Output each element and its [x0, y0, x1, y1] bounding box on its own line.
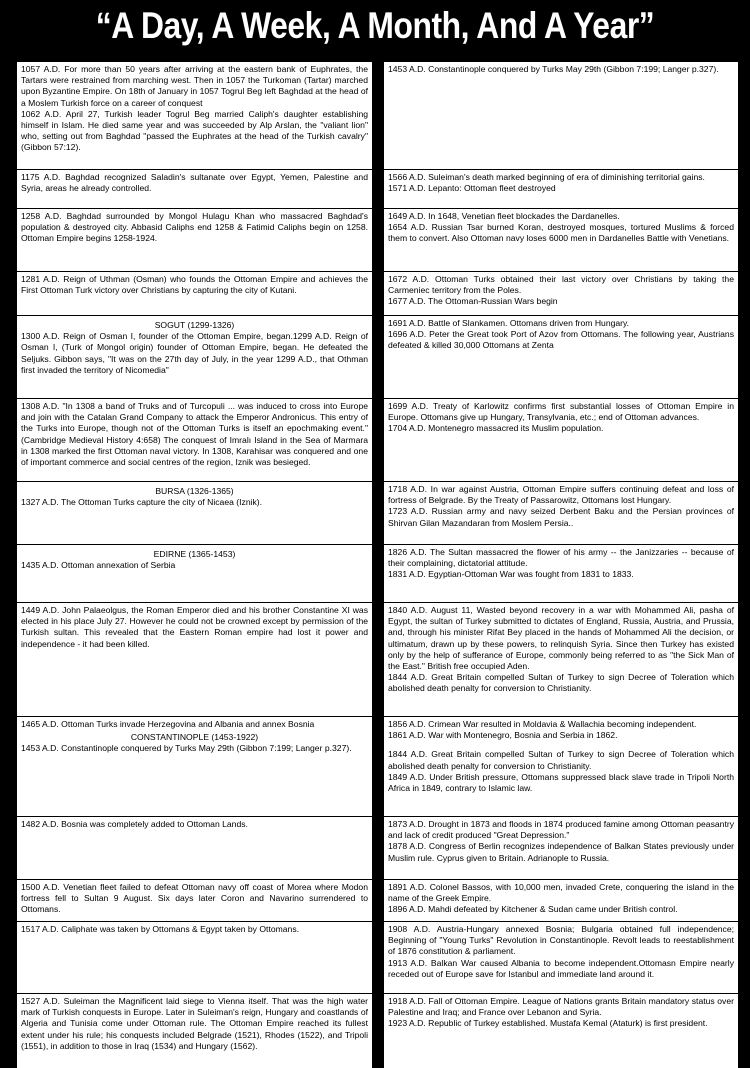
timeline-entry: 1849 A.D. Under British pressure, Ottomans suppressed black slave trade in Tripoli North Africa in 1849, contrary to Islamic law. [388, 771, 734, 794]
timeline-entry: 1923 A.D. Republic of Turkey established. Mustafa Kemal (Ataturk) is first president. [388, 1018, 708, 1029]
page-title: “A Day, A Week, A Month, And A Year” [95, 5, 655, 46]
timeline-cell-right [384, 209, 738, 271]
timeline-cell-right [384, 922, 738, 993]
timeline-cell-left [17, 603, 372, 716]
timeline-entry: 1704 A.D. Montenegro massacred its Muslim population. [388, 423, 604, 434]
timeline-cell-right [384, 272, 738, 315]
timeline-cell-left [17, 717, 372, 816]
timeline-cell-right [384, 994, 738, 1068]
timeline-entry: 1723 A.D. Russian army and navy seized Derbent Baku and the Persian provinces of Shirvan Gilan Mazandaran from Moslem Persia.. [388, 506, 734, 528]
timeline-entry: 1654 A.D. Russian Tsar burned Koran, destroyed mosques, tortured Muslims & forced them to convert. Also Ottoman navy loses 6000 men in Dardanelles Battle with Venetians. [388, 222, 734, 244]
timeline-entry: 1500 A.D. Venetian fleet failed to defeat Ottoman navy off coast of Morea where Modon fortress fell to Sultan 9 August. Six days later Coron and Navarino surrendered to Ottomans. [21, 882, 368, 915]
timeline-cell-right [384, 399, 738, 481]
timeline-cell-left [17, 817, 372, 879]
timeline-entry: 1057 A.D. For more than 50 years after arriving at the eastern bank of Euphrates, the Tartars were restrained from marching west. Then in 1057 the Turkoman (Tartar) marched upon Byzantine Empire. On 18th of January in 1057 Togrul Beg left Baghdad at the head of a Moslem Turkish force on a career of conquest [21, 64, 368, 108]
timeline-entry: 1566 A.D. Suleiman's death marked beginning of era of diminishing territorial gains. [388, 172, 705, 182]
timeline-entry: 1891 A.D. Colonel Bassos, with 10,000 men, invaded Crete, conquering the island in the name of the Greek Empire. [388, 882, 734, 904]
timeline-cell-left [17, 994, 372, 1068]
timeline-cell-right [384, 603, 738, 716]
timeline-entry: 1913 A.D. Balkan War caused Albania to become independent.Ottomasn Empire nearly receded out of Europe save for Istanbul and immediate land around it. [388, 957, 734, 979]
timeline-entry: 1465 A.D. Ottoman Turks invade Herzegovina and Albania and annex Bosnia [21, 719, 315, 729]
timeline-entry: 1918 A.D. Fall of Ottoman Empire. League of Nations grants Britain mandatory status over Palestine and Iraq; and France over Lebanon and Syria. [388, 996, 734, 1018]
timeline-entry: 1175 A.D. Baghdad recognized Saladin's sultanate over Egypt, Yemen, Palestine and Syria, areas he already controlled. [21, 172, 368, 194]
timeline-entry: 1677 A.D. The Ottoman-Russian Wars begin [388, 296, 558, 307]
timeline-cell-left [17, 316, 372, 398]
timeline-entry: 1308 A.D. "In 1308 a band of Truks and of Turcopuli ... was induced to cross into Europe and join with the Catalan Grand Company to attack the Emperor Andronicus. This entry of the Turks into Europe, though not of the Ottoman Turks is itself an epochmaking event." (Cambridge Medieval History 4:658) The conquest of Imralı Island in the Sea of Marmara in 1308 marked the first Ottoman naval victory. In 1308, Karahisar was conquered and one of important commerce and social centres of the region, Iznik was besieged. [21, 401, 368, 468]
timeline-entry: 1258 A.D. Baghdad surrounded by Mongol Hulagu Khan who massacred Baghdad's population & destroyed city. Abbasid Caliphs end 1258 & Fatimid Caliphs begin on 1258. Ottoman Empire begins 1258-1924. [21, 211, 368, 244]
timeline-cell-right [384, 880, 738, 921]
timeline-cell-left [17, 62, 372, 169]
timeline-entry: 1908 A.D. Austria-Hungary annexed Bosnia; Bulgaria obtained full independence; Beginning of "Young Turks" Revolution in Constantinople. Revolt leads to reestablishment of 1876 constitution & parliament. [388, 924, 734, 957]
timeline-entry: 1527 A.D. Suleiman the Magnificent laid siege to Vienna itself. That was the high water mark of Turkish conquests in Europe. Later in Suleiman's reign, Hungary and coastlands of Algeria and Tunisia come under Ottoman rule. The Ottoman Empire reached its fullest extent under his rule; his conquests included Belgrade (1521), Rhodes (1522), and Tripoli (1551), in addition to those in Iraq (1534) and Hungary (1562). [21, 996, 368, 1051]
section-heading: BURSA (1326-1365) [155, 486, 234, 496]
timeline-entry: 1691 A.D. Battle of Slankamen. Ottomans driven from Hungary. [388, 318, 630, 328]
timeline-cell-left [17, 922, 372, 993]
section-heading: SOGUT (1299-1326) [154, 320, 235, 330]
timeline-cell-left [17, 482, 372, 544]
timeline-entry: 1696 A.D. Peter the Great took Port of Azov from Ottomans. The following year, Austrians defeated & killed 30,000 Ottomans at Zenta [388, 329, 734, 351]
timeline-entry: 1861 A.D. War with Montenegro, Bosnia and Serbia in 1862. [388, 730, 618, 741]
timeline-entry: 1517 A.D. Caliphate was taken by Ottomans & Egypt taken by Ottomans. [21, 924, 300, 934]
timeline-cell-left [17, 399, 372, 481]
timeline-cell-left [17, 272, 372, 315]
timeline-entry: 1878 A.D. Congress of Berlin recognizes independence of Balkan States previously under Muslim rule. Cyprus given to Britain. Adrianople to Russia. [388, 841, 734, 863]
timeline-cell-right [384, 316, 738, 398]
timeline-entry: 1571 A.D. Lepanto: Ottoman fleet destroyed [388, 183, 556, 194]
timeline-entry: 1826 A.D. The Sultan massacred the flower of his army -- the Janizzaries -- because of their complaining, dictatorial attitude. [388, 547, 734, 569]
timeline-cell-left [17, 170, 372, 208]
timeline-cell-right [384, 62, 738, 169]
timeline-cell-right [384, 170, 738, 208]
timeline-entry: 1844 A.D. Great Britain compelled Sultan of Turkey to sign Decree of Toleration which abolished death penalty for conversion to Christianity. [388, 672, 734, 694]
timeline-entry: 1649 A.D. In 1648, Venetian fleet blockades the Dardanelles. [388, 211, 620, 221]
timeline-entry: 1482 A.D. Bosnia was completely added to Ottoman Lands. [21, 819, 248, 829]
timeline-entry: 1449 A.D. John Palaeolgus, the Roman Emperor died and his brother Constantine XI was elected in his place July 27. However he could not be crowned except by permission of the Turkish sultan. This revealed that the Eastern Roman empire had lost it power and independence - it had been killed. [21, 605, 368, 649]
timeline-entry: 1453 A.D. Constantinople conquered by Turks May 29th (Gibbon 7:199; Langer p.327). [388, 64, 719, 74]
spacer [388, 741, 734, 749]
timeline-entry: 1435 A.D. Ottoman annexation of Serbia [21, 560, 176, 571]
timeline-entry: 1856 A.D. Crimean War resulted in Moldavia & Wallachia becoming independent. [388, 719, 697, 729]
timeline-entry: 1840 A.D. August 11, Wasted beyond recovery in a war with Mohammed Ali, pasha of Egypt, the sultan of Turkey submitted to dictates of England, Russia, Austria, and Prussia, and, through his minister Rifat Bey placed in the hands of Mohammed Ali the decision, or ultimatum, drawn up by these powers, to relinquish Syria. Since then Turkey has existed only by the help of sufferance of Europe, commonly being referred to as "the Sick Man of the East." British free occupied Aden. [388, 605, 734, 672]
timeline-entry: 1718 A.D. In war against Austria, Ottoman Empire suffers continuing defeat and loss of fortress of Belgrade. By the Treaty of Passarowitz, Ottomans lost Hungary. [388, 484, 734, 506]
timeline-cell-right [384, 545, 738, 602]
section-heading: CONSTANTINOPLE (1453-1922) [130, 732, 259, 743]
timeline-entry: 1844 A.D. Great Britain compelled Sultan of Turkey to sign Decree of Toleration which abolished death penalty for conversion to Christianity. [388, 749, 734, 771]
timeline-cell-right [384, 717, 738, 816]
timeline-entry: 1873 A.D. Drought in 1873 and floods in 1874 produced famine among Ottoman peasantry and lack of credit produced "Great Depression." [388, 819, 734, 841]
timeline-entry: 1281 A.D. Reign of Uthman (Osman) who founds the Ottoman Empire and achieves the First Ottoman Turk victory over Christians by capturing the city of Kutani. [21, 274, 368, 296]
timeline-cell-right [384, 482, 738, 544]
timeline-cell-left [17, 880, 372, 921]
timeline-entry: 1896 A.D. Mahdi defeated by Kitchener & Sudan came under British control. [388, 904, 678, 915]
timeline-cell-left [17, 209, 372, 271]
section-heading: EDIRNE (1365-1453) [153, 549, 236, 559]
timeline-entry: 1672 A.D. Ottoman Turks obtained their last victory over Christians by taking the Carmeniec territory from the Poles. [388, 274, 734, 296]
timeline-entry: 1453 A.D. Constantinople conquered by Turks May 29th (Gibbon 7:199; Langer p.327). [21, 743, 352, 754]
timeline-entry: 1062 A.D. April 27, Turkish leader Togrul Beg married Caliph's daughter establishing himself in Islam. He died same year and was succeeded by Alp Arslan, the "valiant lion" who, setting out from Baghdad "passed the Euphrates at the head of the Turkish cavalry" (Gibbon 57:12). [21, 108, 368, 153]
timeline-entry: 1831 A.D. Egyptian-Ottoman War was fought from 1831 to 1833. [388, 569, 634, 580]
timeline-table [16, 62, 738, 1051]
timeline-entry: 1300 A.D. Reign of Osman I, founder of the Ottoman Empire, began.1299 A.D. Reign of Osman I, (Turk of Mongol origin) founder of Ottoman Empire, began. He defeated the Seljuks. Gibbon says, "It was on the 27th day of July, in the year 1299 A.D., that Othman first invaded the territory of Nicomedia" [21, 331, 368, 375]
timeline-entry: 1699 A.D. Treaty of Karlowitz confirms first substantial losses of Ottoman Empire in Europe. Ottomans give up Hungary, Transylvania, etc.; end of Ottoman advances. [388, 401, 734, 423]
timeline-entry: 1327 A.D. The Ottoman Turks capture the city of Nicaea (Iznik). [21, 497, 263, 508]
timeline-cell-right [384, 817, 738, 879]
timeline-cell-left [17, 545, 372, 602]
